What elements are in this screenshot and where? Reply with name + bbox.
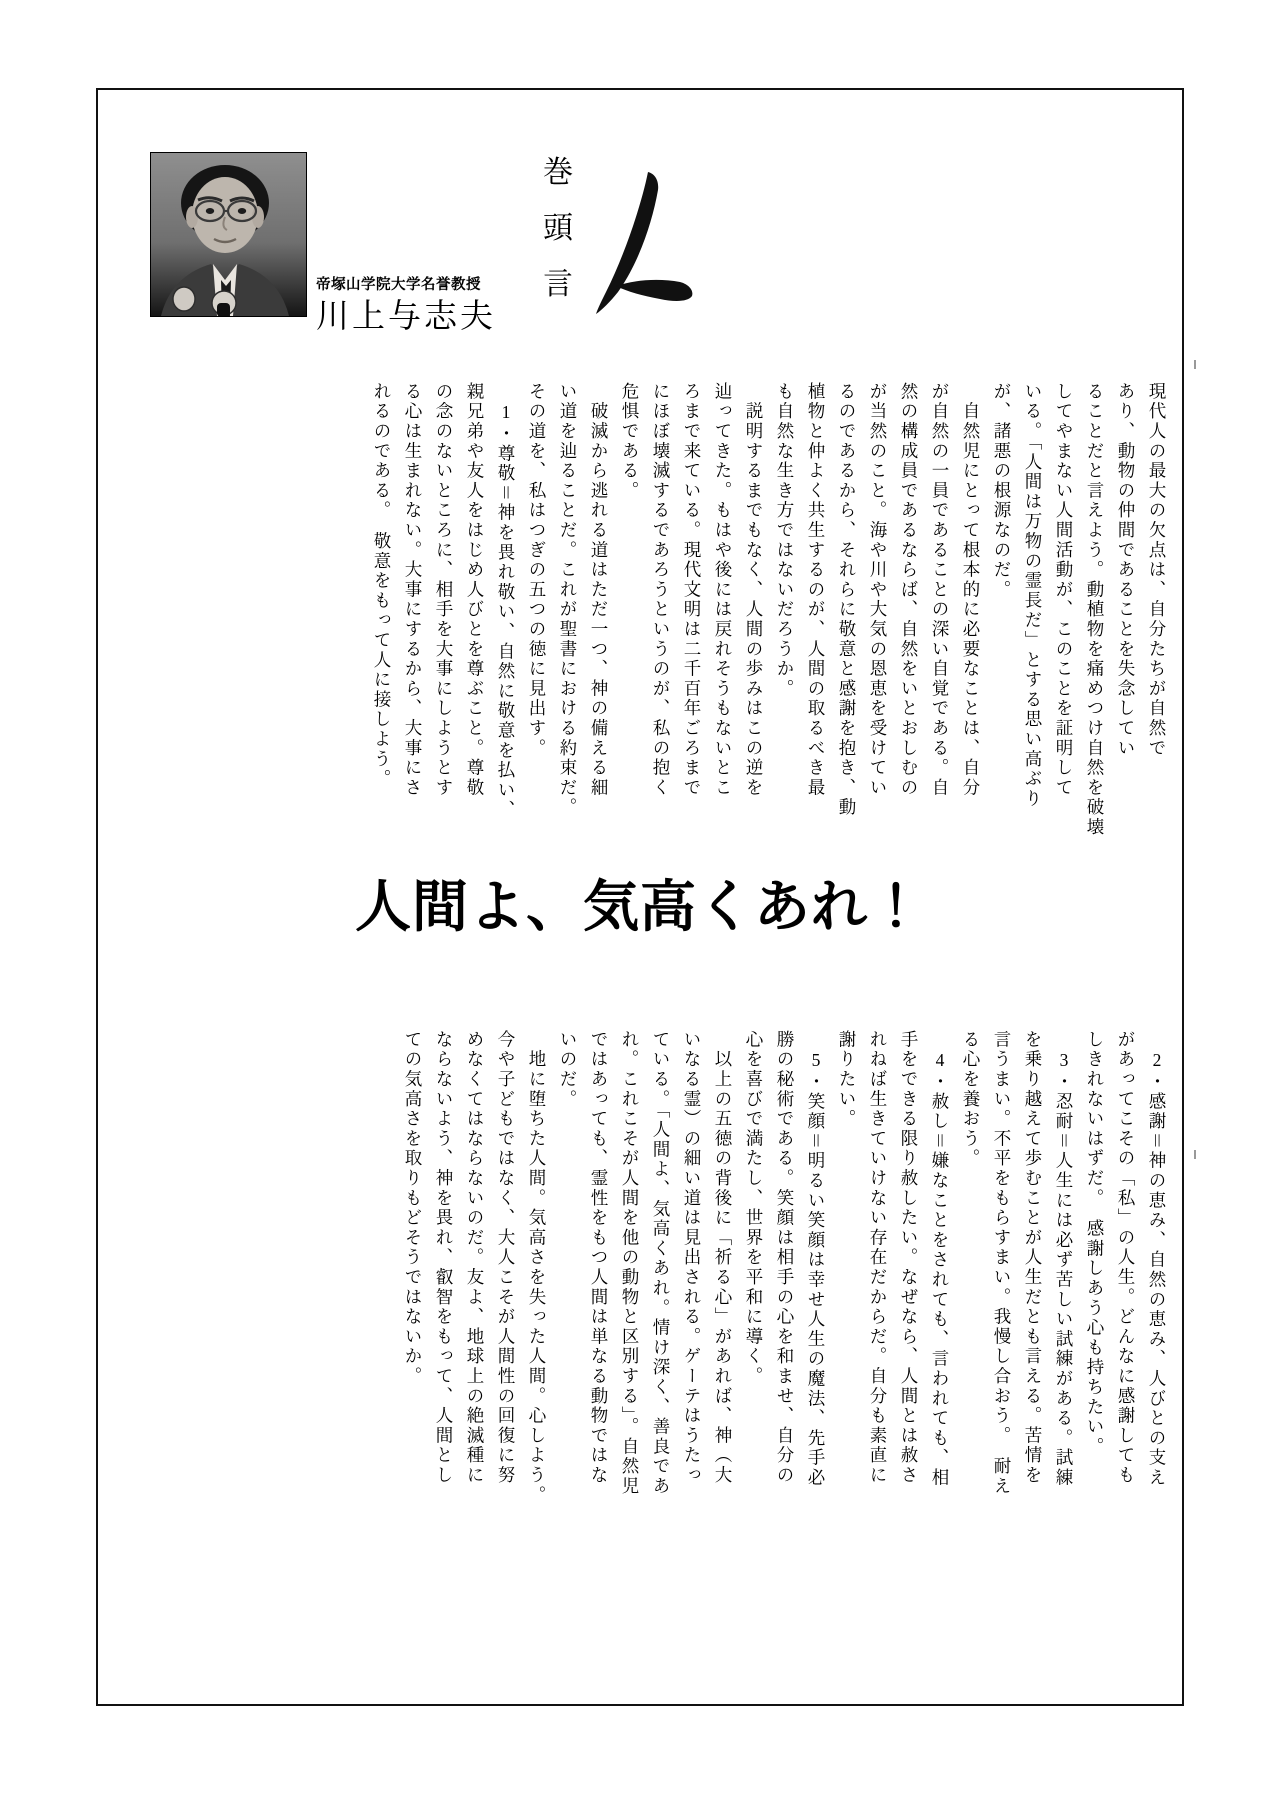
text-column-upper-1: 現代人の最大の欠点は、自分たちが自然で xyxy=(1147,382,1167,759)
text-column-lower-13: 勝の秘術である。笑顔は相手の心を和ませ、自分の xyxy=(775,1030,795,1486)
text-column-lower-1: 2・感謝＝神の恵み、自然の恵み、人びとの支え xyxy=(1147,1030,1167,1488)
brush-stroke-icon xyxy=(576,168,696,338)
text-column-lower-17: ている。「人間よ、気高くあれ。情け深く、善良であ xyxy=(651,1030,671,1497)
page-title: 人間よ、気高くあれ！ xyxy=(355,875,925,940)
text-column-upper-3: ることだと言えよう。動植物を痛めつけ自然を破壊 xyxy=(1085,382,1105,838)
text-column-lower-15: 以上の五徳の背後に「祈る心」があれば、神（大 xyxy=(713,1030,733,1486)
section-label-char-1: 巻 xyxy=(543,156,573,189)
text-column-upper-20: い道を辿ることだ。これが聖書における約束だ。 xyxy=(558,382,578,818)
text-column-lower-5: を乗り越えて歩むことが人生だとも言える。苦情を xyxy=(1023,1030,1043,1486)
text-column-lower-25: ての気高さを取りもどそうではないか。 xyxy=(403,1030,423,1387)
text-column-lower-4: 3・忍耐＝人生には必ず苦しい試練がある。試練 xyxy=(1054,1030,1074,1488)
document-page xyxy=(96,88,1184,1706)
text-column-upper-26: れるのである。 敬意をもって人に接しよう。 xyxy=(372,382,392,790)
section-label-char-2: 頭 xyxy=(543,212,573,245)
text-column-upper-8: が自然の一員であることの深い自覚である。自 xyxy=(930,382,950,798)
author-affiliation: 帝塚山学院大学名誉教授 xyxy=(316,277,481,293)
text-column-upper-18: 危惧である。 xyxy=(620,382,640,501)
text-column-upper-2: あり、動物の仲間であることを失念してい xyxy=(1116,382,1136,759)
text-column-upper-12: 植物と仲よく共生するのが、人間の取るべき最 xyxy=(806,382,826,798)
author-portrait xyxy=(150,152,307,317)
text-column-lower-20: いのだ。 xyxy=(558,1030,578,1110)
text-column-lower-23: めなくてはならないのだ。友よ、地球上の絶滅種に xyxy=(465,1030,485,1486)
text-column-upper-11: るのであるから、それらに敬意と感謝を抱き、動 xyxy=(837,382,857,818)
registration-tick xyxy=(1194,360,1196,369)
text-column-lower-22: 今や子どもではなく、大人こそが人間性の回復に努 xyxy=(496,1030,516,1486)
text-column-upper-6: が、諸悪の根源なのだ。 xyxy=(992,382,1012,600)
text-column-upper-22: 1・尊敬＝神を畏れ敬い、自然に敬意を払い、 xyxy=(496,382,516,821)
text-column-upper-16: ろまで来ている。現代文明は二千百年ごろまで xyxy=(682,382,702,798)
text-column-lower-14: 心を喜びで満たし、世界を平和に導く。 xyxy=(744,1030,764,1387)
text-column-upper-15: 辿ってきた。もはや後には戻れそうもないとこ xyxy=(713,382,733,798)
text-column-lower-21: 地に堕ちた人間。気高さを失った人間。心しよう。 xyxy=(527,1030,547,1506)
text-column-lower-24: ならないよう、神を畏れ、叡智をもって、人間とし xyxy=(434,1030,454,1486)
article-body-lower xyxy=(116,1030,1166,1640)
text-column-upper-13: も自然な生き方ではないだろうか。 xyxy=(775,382,795,699)
text-column-upper-4: してやまない人間活動が、このことを証明して xyxy=(1054,382,1074,798)
text-column-lower-8: 4・赦し＝嫌なことをされても、言われても、相 xyxy=(930,1030,950,1488)
text-column-lower-16: いなる霊）の細い道は見出される。ゲーテはうたっ xyxy=(682,1030,702,1486)
author-name: 川上与志夫 xyxy=(316,298,496,335)
text-column-lower-19: ではあっても、霊性をもつ人間は単なる動物ではな xyxy=(589,1030,609,1486)
registration-tick xyxy=(1194,1150,1196,1159)
text-column-upper-19: 破滅から逃れる道はただ一つ、神の備える細 xyxy=(589,382,609,798)
text-column-lower-9: 手をできる限り赦したい。なぜなら、人間とは赦さ xyxy=(899,1030,919,1486)
text-column-upper-7: 自然児にとって根本的に必要なことは、自分 xyxy=(961,382,981,798)
text-column-upper-5: いる。「人間は万物の霊長だ」とする思い高ぶり xyxy=(1023,382,1043,809)
text-column-upper-17: にほぼ壊滅するであろうというのが、私の抱く xyxy=(651,382,671,798)
text-column-lower-18: れ。これこそが人間を他の動物と区別する」。自然児 xyxy=(620,1030,640,1497)
text-column-lower-6: 言うまい。不平をもらすまい。我慢し合おう。 耐え xyxy=(992,1030,1012,1497)
text-column-lower-10: れねば生きていけない存在だからだ。自分も素直に xyxy=(868,1030,888,1486)
masthead xyxy=(98,90,1182,380)
section-label-char-3: 言 xyxy=(543,268,573,301)
text-column-upper-14: 説明するまでもなく、人間の歩みはこの逆を xyxy=(744,382,764,798)
article-body-upper xyxy=(116,382,1167,838)
text-column-lower-11: 謝りたい。 xyxy=(837,1030,857,1129)
text-column-upper-23: 親兄弟や友人をはじめ人びとを尊ぶこと。尊敬 xyxy=(465,382,485,798)
text-column-lower-3: しきれないはずだ。 感謝しあう心も持ちたい。 xyxy=(1085,1030,1105,1457)
text-column-upper-24: の念のないところに、相手を大事にしようとす xyxy=(434,382,454,798)
text-column-upper-25: る心は生まれない。大事にするから、大事にさ xyxy=(403,382,423,798)
text-column-upper-21: その道を、私はつぎの五つの徳に見出す。 xyxy=(527,382,547,759)
text-column-upper-9: 然の構成員であるならば、自然をいとおしむの xyxy=(899,382,919,798)
text-column-lower-2: があってこその「私」の人生。どんなに感謝しても xyxy=(1116,1030,1136,1486)
text-column-lower-12: 5・笑顔＝明るい笑顔は幸せ人生の魔法、先手必 xyxy=(806,1030,826,1488)
text-column-lower-7: る心を養おう。 xyxy=(961,1030,981,1169)
text-column-upper-10: が当然のこと。海や川や大気の恩恵を受けてい xyxy=(868,382,888,798)
